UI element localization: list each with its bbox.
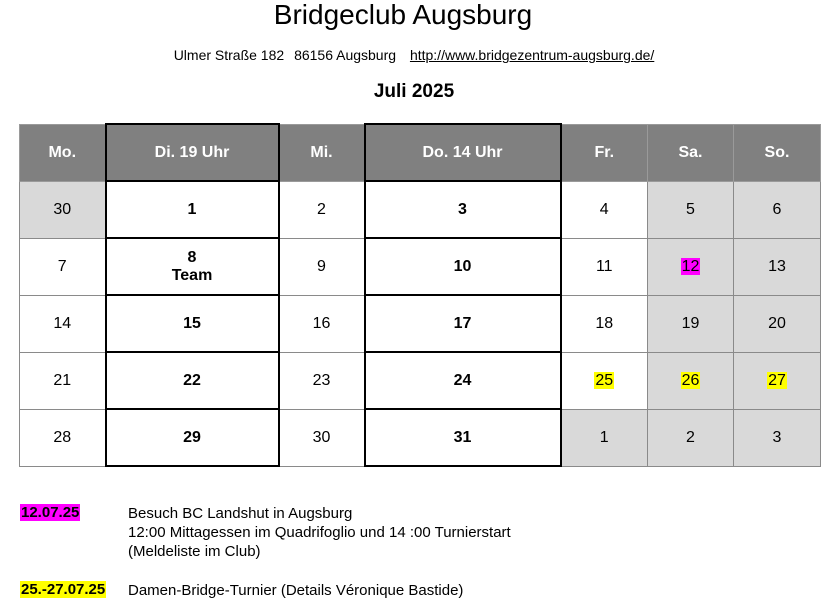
weekday-header-fr: Fr.: [561, 124, 648, 181]
week-row: [20, 181, 821, 238]
event-line: Damen-Bridge-Turnier (Details Véronique Bastide): [128, 582, 464, 599]
day-cell: 4: [561, 181, 648, 238]
weekday-header-di: Di. 19 Uhr: [106, 124, 279, 181]
day-cell: 5: [648, 181, 734, 238]
highlighted-day: 26: [681, 371, 700, 389]
day-cell: 22: [106, 352, 279, 409]
event-line: 12:00 Mittagessen im Quadrifoglio und 14 :00 Turnierstart: [128, 524, 511, 541]
day-cell: 2: [648, 409, 734, 466]
week-row: [20, 352, 821, 409]
weekday-header-sa: Sa.: [648, 124, 734, 181]
day-cell: 2: [279, 181, 365, 238]
team-note: Team: [171, 266, 213, 284]
day-cell: 1: [561, 409, 648, 466]
event-line: (Meldeliste im Club): [128, 543, 261, 560]
week-row: [20, 409, 821, 466]
day-cell: 3: [734, 409, 821, 466]
calendar-table: [19, 123, 821, 467]
day-cell: 21: [20, 352, 106, 409]
day-cell: 10: [365, 238, 561, 295]
day-cell: 30: [279, 409, 365, 466]
street-address: Ulmer Straße 182: [173, 47, 285, 63]
week-row: [20, 238, 821, 295]
day-cell: 23: [279, 352, 365, 409]
day-cell: 29: [106, 409, 279, 466]
highlighted-day: 27: [768, 371, 786, 389]
day-cell: 31: [365, 409, 561, 466]
day-cell: 16: [279, 295, 365, 352]
day-cell: 30: [20, 181, 106, 238]
day-cell: [734, 352, 821, 409]
event-description: [128, 581, 463, 600]
day-cell: 19: [648, 295, 734, 352]
day-cell-with-note: [106, 238, 279, 295]
website-link[interactable]: http://www.bridgezentrum-augsburg.de/: [409, 47, 655, 63]
page-title: Bridgeclub Augsburg: [273, 0, 533, 30]
weekday-header-so: So.: [734, 124, 821, 181]
day-cell: [648, 352, 734, 409]
event-description: [128, 504, 511, 561]
highlighted-day: 25: [595, 371, 614, 389]
day-cell: 13: [734, 238, 821, 295]
day-cell: [561, 352, 648, 409]
event-date: 25.-27.07.25: [21, 581, 106, 598]
day-cell: 3: [365, 181, 561, 238]
day-cell: 6: [734, 181, 821, 238]
day-cell: 1: [106, 181, 279, 238]
week-row: [20, 295, 821, 352]
day-cell: 15: [106, 295, 279, 352]
club-address: [0, 47, 823, 63]
weekday-header-mi: Mi.: [279, 124, 365, 181]
day-cell: 24: [365, 352, 561, 409]
day-number: 8: [187, 248, 197, 266]
day-cell: 14: [20, 295, 106, 352]
weekday-header-mo: Mo.: [20, 124, 106, 181]
month-heading: Juli 2025: [373, 81, 455, 102]
day-cell: 7: [20, 238, 106, 295]
weekday-header-row: [20, 124, 821, 181]
day-cell: 11: [561, 238, 648, 295]
highlighted-day: 12: [681, 257, 700, 275]
day-cell: 20: [734, 295, 821, 352]
day-cell: [648, 238, 734, 295]
city-address: 86156 Augsburg: [294, 47, 397, 63]
day-cell: 18: [561, 295, 648, 352]
weekday-header-do: Do. 14 Uhr: [365, 124, 561, 181]
day-cell: 17: [365, 295, 561, 352]
event-date: 12.07.25: [21, 504, 80, 521]
event-line: Besuch BC Landshut in Augsburg: [128, 505, 353, 522]
day-cell: 9: [279, 238, 365, 295]
day-cell: 28: [20, 409, 106, 466]
